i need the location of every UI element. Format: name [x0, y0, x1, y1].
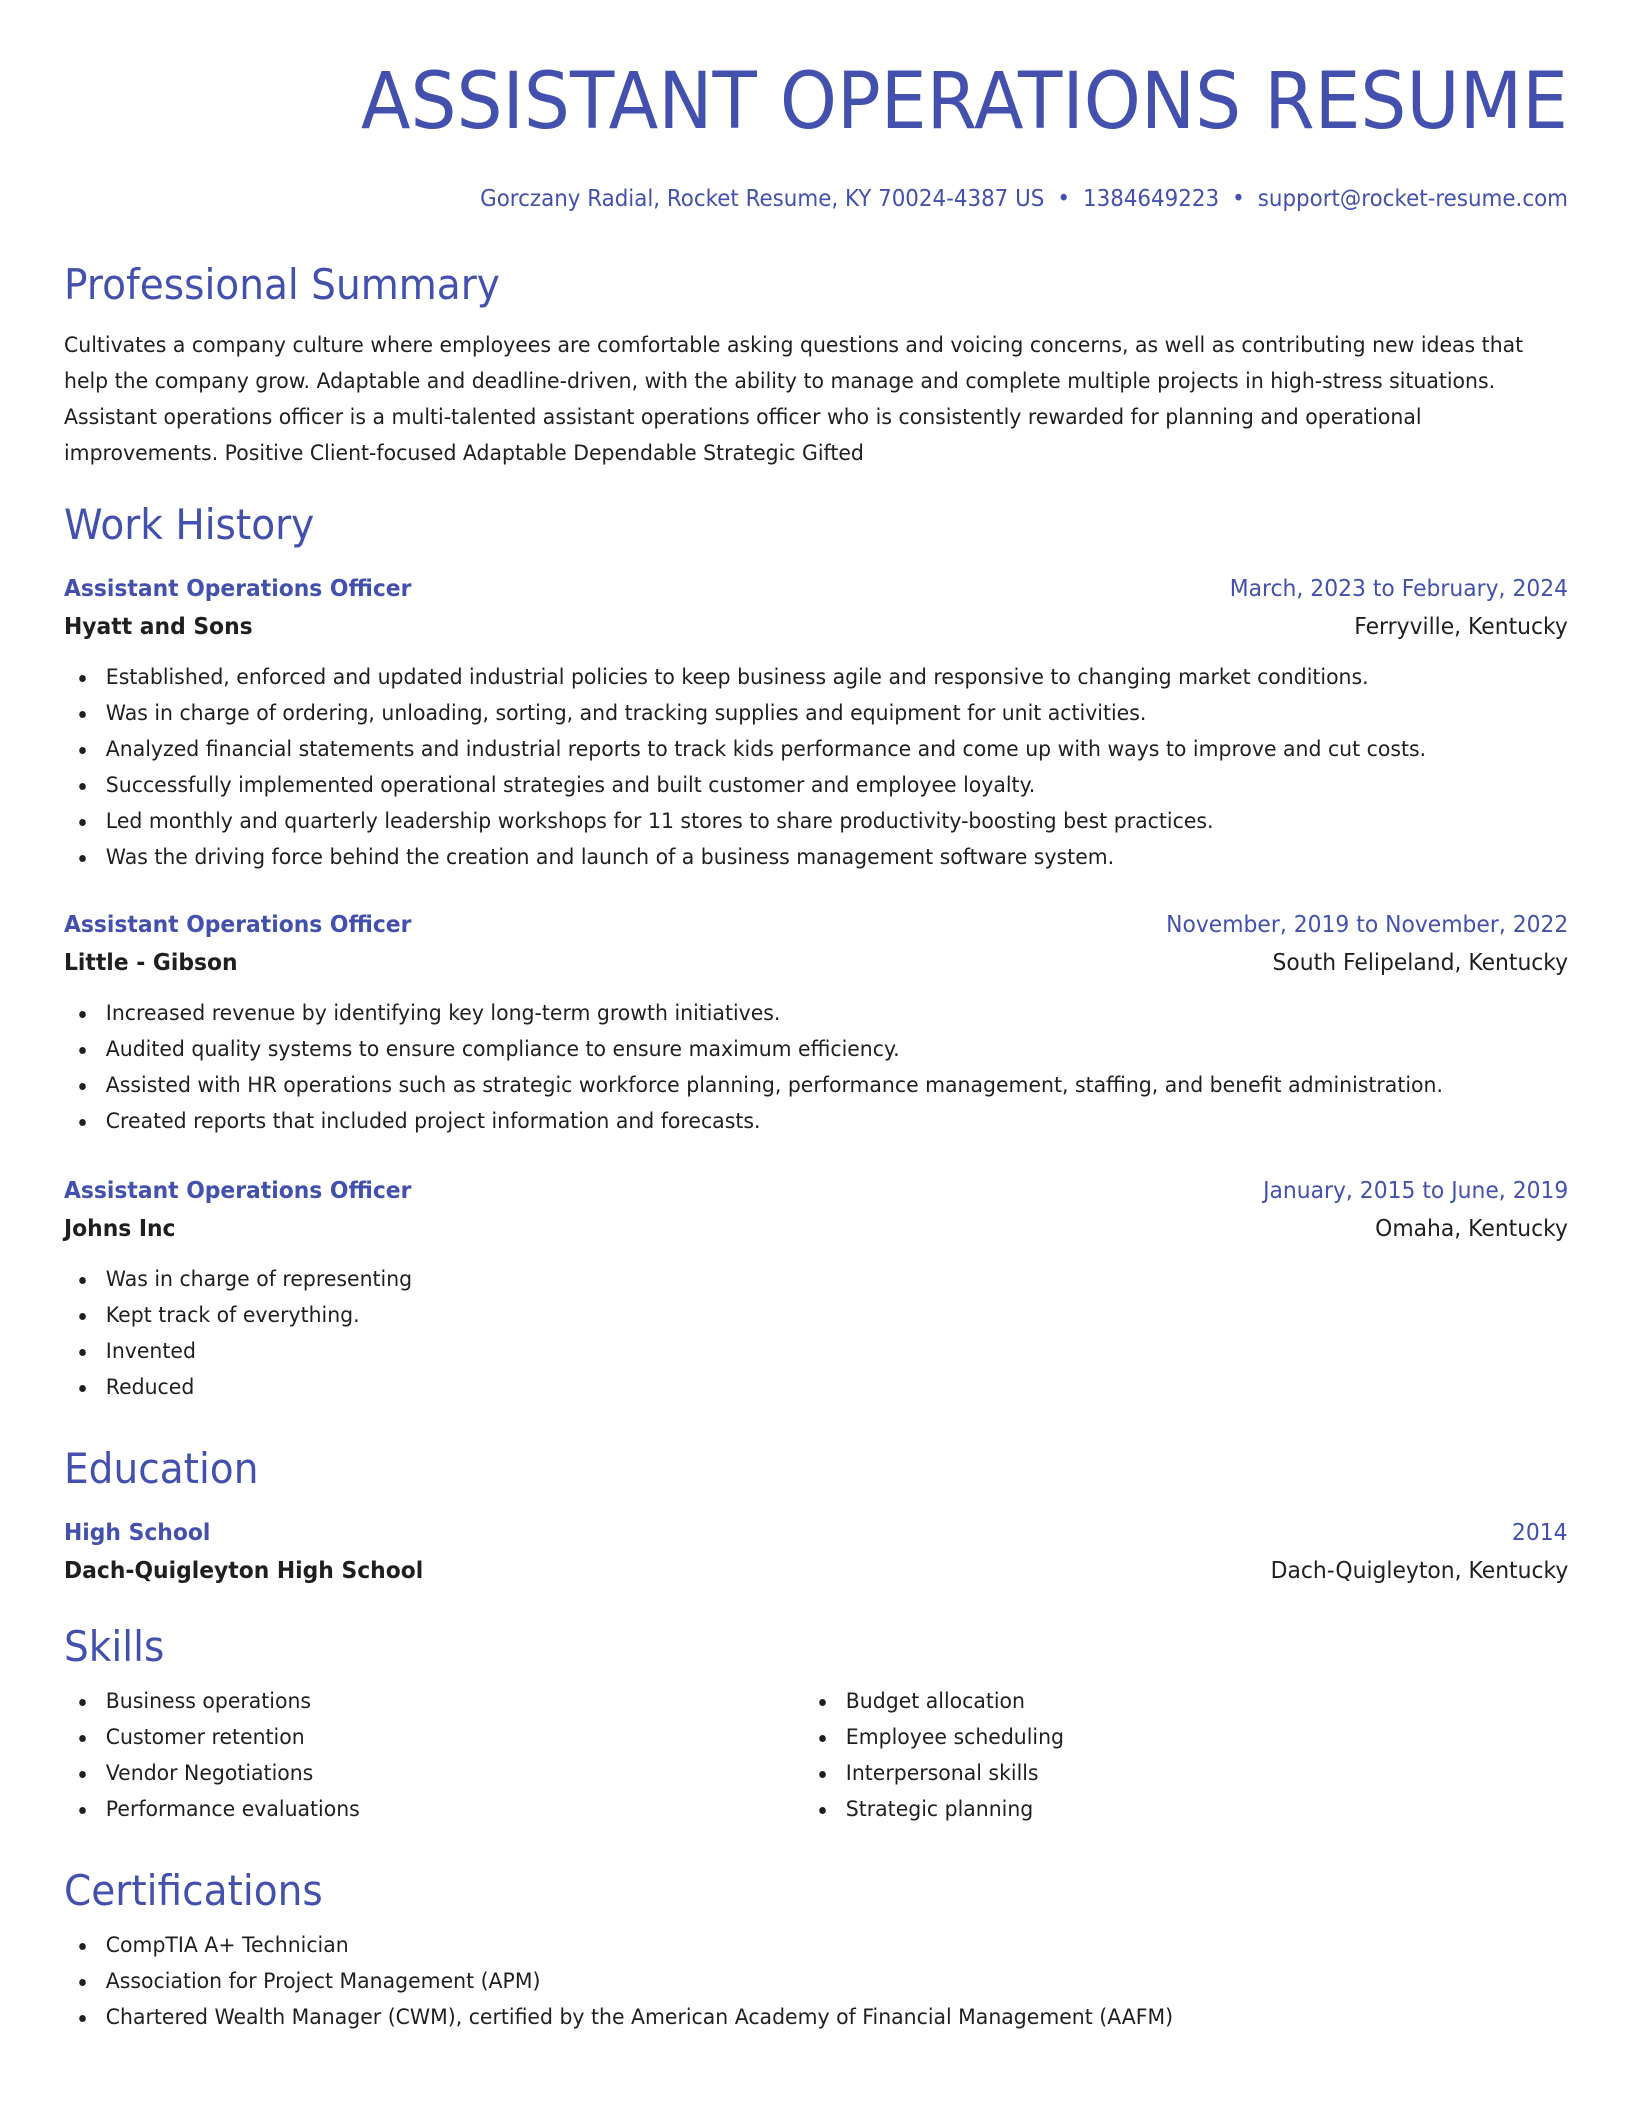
degree-name: High School	[64, 1520, 211, 1546]
section-heading-certifications: Certifications	[64, 1866, 323, 1915]
job-bullets	[64, 660, 1493, 876]
skill-item: Customer retention	[64, 1720, 767, 1756]
section-heading-skills: Skills	[64, 1622, 165, 1671]
resume-title: ASSISTANT OPERATIONS RESUME	[360, 57, 1569, 147]
job-location: South Felipeland, Kentucky	[1272, 950, 1568, 976]
skill-item: Strategic planning	[804, 1792, 1507, 1828]
section-heading-education: Education	[64, 1444, 259, 1493]
skills-list-left	[64, 1684, 767, 1828]
list-item: Established, enforced and updated industrial policies to keep business agile and responsive to changing market conditions.	[64, 660, 1493, 696]
list-item: Analyzed financial statements and industrial reports to track kids performance and come up with ways to improve and cut costs.	[64, 732, 1493, 768]
school-name: Dach-Quigleyton High School	[64, 1558, 424, 1584]
certification-item: Chartered Wealth Manager (CWM), certified by the American Academy of Financial Management (AAFM)	[64, 2000, 1493, 2036]
certification-item: Association for Project Management (APM)	[64, 1964, 1493, 2000]
job-dates: January, 2015 to June, 2019	[1262, 1178, 1568, 1204]
job-location: Omaha, Kentucky	[1375, 1216, 1568, 1242]
skill-item: Vendor Negotiations	[64, 1756, 767, 1792]
job-entry	[64, 1172, 1568, 1406]
skills-section	[64, 1620, 1568, 1828]
job-title: Assistant Operations Officer	[64, 1178, 412, 1204]
list-item: Invented	[64, 1334, 1493, 1370]
certifications-section	[64, 1864, 1568, 2036]
job-dates: November, 2019 to November, 2022	[1165, 912, 1568, 938]
section-heading-summary: Professional Summary	[64, 260, 500, 309]
company-name: Johns Inc	[64, 1216, 176, 1242]
contact-separator: •	[1232, 186, 1245, 212]
list-item: Led monthly and quarterly leadership workshops for 11 stores to share productivity-boosting best practices.	[64, 804, 1493, 840]
job-bullets	[64, 1262, 1493, 1406]
list-item: Was in charge of ordering, unloading, sorting, and tracking supplies and equipment for unit activities.	[64, 696, 1493, 732]
summary-text: Cultivates a company culture where employees are comfortable asking questions and voicing concerns, as well as contributing new ideas that help the company grow. Adaptable and deadline-driven, with the ability to manage and complete multiple projects in high-stress situations. Assistant operations officer is a multi-talented assistant operations officer who is consistently rewarded for planning and operational improvements. Positive Client-focused Adaptable Dependable Strategic Gifted	[64, 333, 1524, 466]
company-name: Hyatt and Sons	[64, 614, 253, 640]
graduation-year: 2014	[1512, 1520, 1568, 1546]
skills-grid	[64, 1684, 1568, 1828]
summary-section	[64, 258, 1568, 472]
list-item: Kept track of everything.	[64, 1298, 1493, 1334]
list-item: Audited quality systems to ensure compliance to ensure maximum efficiency.	[64, 1032, 1493, 1068]
contact-separator: •	[1057, 186, 1070, 212]
job-location: Ferryville, Kentucky	[1354, 614, 1568, 640]
list-item: Was the driving force behind the creation and launch of a business management software system.	[64, 840, 1493, 876]
skill-item: Budget allocation	[804, 1684, 1507, 1720]
job-title: Assistant Operations Officer	[64, 576, 412, 602]
company-name: Little - Gibson	[64, 950, 238, 976]
list-item: Created reports that included project information and forecasts.	[64, 1104, 1493, 1140]
education-section	[64, 1442, 1568, 1590]
certifications-list	[64, 1928, 1493, 2036]
contact-line	[169, 184, 1568, 214]
job-dates: March, 2023 to February, 2024	[1229, 576, 1568, 602]
school-location: Dach-Quigleyton, Kentucky	[1270, 1558, 1568, 1584]
resume-header	[64, 0, 1568, 214]
job-entry	[64, 570, 1568, 876]
contact-email[interactable]: support@rocket-resume.com	[1257, 186, 1568, 212]
skill-item: Interpersonal skills	[804, 1756, 1507, 1792]
list-item: Increased revenue by identifying key long-term growth initiatives.	[64, 996, 1493, 1032]
skills-list-right	[804, 1684, 1507, 1828]
skill-item: Business operations	[64, 1684, 767, 1720]
skill-item: Performance evaluations	[64, 1792, 767, 1828]
certification-item: CompTIA A+ Technician	[64, 1928, 1493, 1964]
contact-phone: 1384649223	[1082, 186, 1220, 212]
list-item: Reduced	[64, 1370, 1493, 1406]
job-bullets	[64, 996, 1493, 1140]
list-item: Was in charge of representing	[64, 1262, 1493, 1298]
section-heading-work-history: Work History	[64, 500, 315, 549]
job-title: Assistant Operations Officer	[64, 912, 412, 938]
skill-item: Employee scheduling	[804, 1720, 1507, 1756]
contact-address: Gorczany Radial, Rocket Resume, KY 70024-4387 US	[480, 186, 1045, 212]
list-item: Successfully implemented operational strategies and built customer and employee loyalty.	[64, 768, 1493, 804]
job-entry	[64, 906, 1568, 1140]
list-item: Assisted with HR operations such as strategic workforce planning, performance management, staffing, and benefit administration.	[64, 1068, 1493, 1104]
work-history-section	[64, 498, 1568, 1406]
